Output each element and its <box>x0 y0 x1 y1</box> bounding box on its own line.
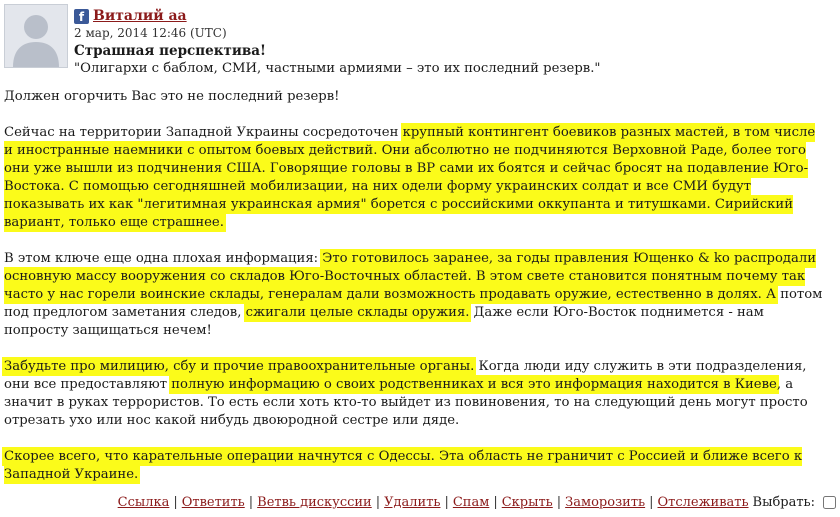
facebook-icon: f <box>74 9 89 24</box>
text-run: Даже если Юго-Восток поднимется - нам попросту защищаться нечем! <box>4 305 764 338</box>
separator: | <box>248 495 254 510</box>
separator: | <box>493 495 498 510</box>
comment-header <box>4 4 834 88</box>
comment-date: 2 мар, 2014 12:46 (UTC) <box>74 26 227 40</box>
link-hide[interactable]: Скрыть <box>501 495 553 510</box>
separator: | <box>444 495 449 510</box>
paragraph-2 <box>4 124 828 232</box>
username-link[interactable]: Виталий аа <box>93 8 187 24</box>
paragraph-3 <box>4 250 828 340</box>
text-run: , а значит в руках террористов. То есть если хоть кто-то выйдет из повиновения, то на следующий день могут просто отрезать ухо или нос какой нибудь двоюродной сестре или дяде. <box>4 377 808 428</box>
paragraph-1: Должен огорчить Вас это не последний резерв! <box>4 89 340 104</box>
separator: | <box>649 495 654 510</box>
user-silhouette-icon[interactable] <box>4 4 68 68</box>
link-reply[interactable]: Ответить <box>181 495 245 510</box>
link-permalink[interactable]: Ссылка <box>117 495 170 510</box>
select-checkbox[interactable] <box>823 496 836 509</box>
comment-body <box>4 88 828 484</box>
text-run: В этом ключе еще одна плохая информация: <box>4 251 323 266</box>
separator: | <box>173 495 178 510</box>
highlighted-text: сжигали целые склады оружия. <box>245 305 470 320</box>
highlighted-text: полную информацию о своих родственниках и вся это информация находится в Киеве <box>171 377 777 392</box>
select-label: Выбрать: <box>752 495 815 510</box>
highlighted-text: Скорее всего, что карательные операции начнутся с Одессы. <box>4 449 435 464</box>
link-thread[interactable]: Ветвь дискуссии <box>257 495 372 510</box>
separator: | <box>556 495 562 510</box>
link-spam[interactable]: Спам <box>452 495 490 510</box>
link-track[interactable]: Отслеживать <box>657 495 749 510</box>
comment-actions <box>0 494 836 512</box>
text-run: потом под предлогом заметания следов, <box>4 287 823 320</box>
user-line <box>74 6 834 26</box>
quoted-text: "Олигархи с баблом, СМИ, частными армиями – это их последний резерв." <box>74 61 601 76</box>
highlighted-text: Забудьте про милицию, сбу и прочие правоохранительные органы. <box>4 359 475 374</box>
link-delete[interactable]: Удалить <box>384 495 441 510</box>
text-run: Сейчас на территории Западной Украины сосредоточен <box>4 125 403 140</box>
link-freeze[interactable]: Заморозить <box>565 495 646 510</box>
comment-subject: Страшная перспектива! <box>74 43 266 59</box>
paragraph-5 <box>4 448 828 484</box>
paragraph-4 <box>4 358 828 430</box>
highlighted-text: Эта область не граничит с Россией и ближе всего к Западной Украине. <box>4 449 803 482</box>
highlighted-text: Это готовилось заранее, за годы правления Ющенко & ko распродали основную массу вооружения со складов Юго-Восточных областей. В этом свете становится понятным почему так часто у нас горели воинские склады, генералам дали возможность продавать оружие, естественно в долях. А <box>4 251 817 302</box>
comment-meta <box>74 6 834 78</box>
comment <box>4 4 834 502</box>
highlighted-text: крупный контингент боевиков разных мастей, в том числе и иностранные наемники с опытом боевых действий. Они абсолютно не подчиняются Верховной Раде, более того они уже вышли из подчинения США. Говорящие головы в ВР сами их боятся и сейчас бросят на подавление Юго-Востока. С помощью сегодняшней мобилизации, на них одели форму украинских солдат и все СМИ будут показывать их как "легитимная украинская армия" борется с российскими оккупанта и титушками. Сирийский вариант, только еще страшнее. <box>4 125 816 230</box>
text-run: Когда люди иду служить в эти подразделения, они все предоставляют <box>4 359 807 392</box>
separator: | <box>375 495 381 510</box>
